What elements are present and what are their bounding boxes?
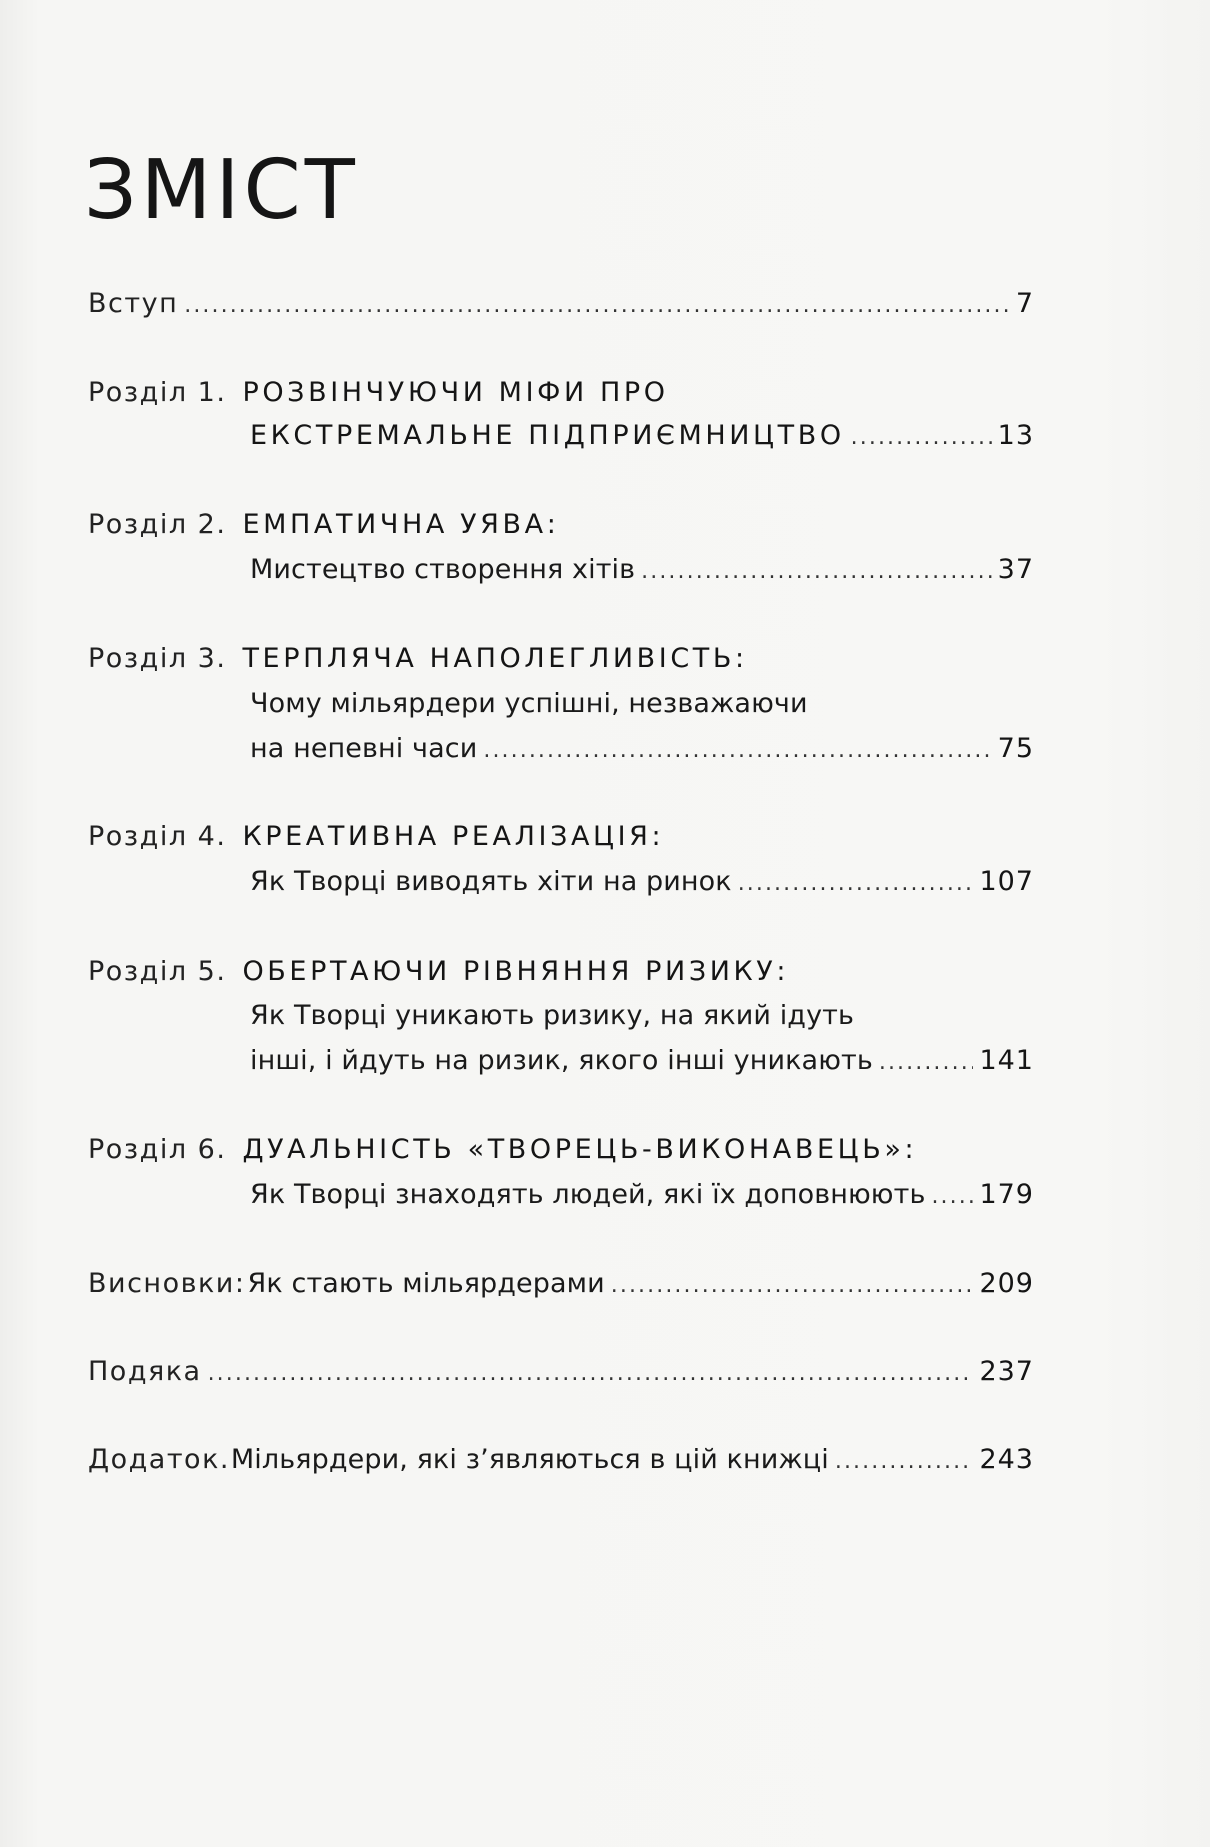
chapter-label: Розділ 5. <box>88 956 227 987</box>
page-number: 7 <box>1015 288 1034 319</box>
page-number: 237 <box>979 1356 1034 1387</box>
entry-title: Мільярдери, які з’являються в цій книжці <box>230 1444 829 1475</box>
dot-leader <box>184 286 1010 326</box>
chapter-subtitle: Як Творці знаходять людей, які їх доповнюють <box>250 1179 926 1210</box>
chapter-subtitle: Як Творці виводять хіти на ринок <box>250 866 732 897</box>
entry-label: Висновки: <box>88 1268 246 1299</box>
chapter-subtitle-cont: на непевні часи <box>250 733 478 764</box>
toc-entry-intro[interactable] <box>88 284 1034 324</box>
toc-entry-chapter-3-line-3[interactable] <box>250 729 1034 769</box>
page-number: 107 <box>979 866 1034 897</box>
dot-leader <box>835 1442 974 1482</box>
chapter-label: Розділ 4. <box>88 821 227 852</box>
toc-entry-chapter-1-line-2[interactable] <box>250 416 1034 456</box>
toc-entry-chapter-4-line-1[interactable] <box>88 817 1034 857</box>
dot-leader <box>931 1177 973 1217</box>
chapter-subtitle: Мистецтво створення хітів <box>250 554 636 585</box>
toc-entry-thanks[interactable] <box>88 1352 1034 1392</box>
toc-entry-appendix[interactable] <box>88 1440 1034 1480</box>
page-number: 179 <box>979 1179 1034 1210</box>
toc-entry-chapter-1-line-1[interactable] <box>88 373 1034 413</box>
toc-entry-chapter-5-line-3[interactable] <box>250 1041 1034 1081</box>
chapter-heading: РОЗВІНЧУЮЧИ МІФИ ПРО <box>242 377 669 408</box>
chapter-label: Розділ 3. <box>88 643 227 674</box>
page-number: 13 <box>997 420 1034 451</box>
chapter-heading: ТЕРПЛЯЧА НАПОЛЕГЛИВІСТЬ: <box>242 643 748 674</box>
chapter-subtitle: Чому мільярдери успішні, незважаючи <box>250 688 808 719</box>
chapter-heading: ОБЕРТАЮЧИ РІВНЯННЯ РИЗИКУ: <box>242 956 790 987</box>
page-title: ЗМІСТ <box>84 143 359 238</box>
toc-entry-chapter-5-line-1[interactable] <box>88 952 1034 992</box>
chapter-heading: КРЕАТИВНА РЕАЛІЗАЦІЯ: <box>242 821 665 852</box>
entry-title: Як стають мільярдерами <box>247 1268 605 1299</box>
toc-entry-chapter-2-line-1[interactable] <box>88 505 1034 545</box>
entry-label: Вступ <box>88 288 179 319</box>
page-number: 141 <box>979 1045 1034 1076</box>
toc-entry-chapter-4-line-2[interactable] <box>250 862 1034 902</box>
dot-leader <box>851 418 992 458</box>
page-number: 37 <box>997 554 1034 585</box>
toc-entry-chapter-6-line-1[interactable] <box>88 1130 1034 1170</box>
page-number: 75 <box>997 733 1034 764</box>
page-number: 209 <box>979 1268 1034 1299</box>
entry-label: Подяка <box>88 1356 202 1387</box>
toc-entry-chapter-6-line-2[interactable] <box>250 1175 1034 1215</box>
chapter-label: Розділ 2. <box>88 509 227 540</box>
chapter-label: Розділ 1. <box>88 377 227 408</box>
toc-entry-chapter-3-line-1[interactable] <box>88 639 1034 679</box>
toc-entry-chapter-2-line-2[interactable] <box>250 550 1034 590</box>
chapter-label: Розділ 6. <box>88 1134 227 1165</box>
dot-leader <box>483 731 991 771</box>
dot-leader <box>879 1043 974 1083</box>
chapter-subtitle: Як Творці уникають ризику, на який ідуть <box>250 1000 854 1031</box>
entry-label: Додаток. <box>88 1444 230 1475</box>
toc-entry-chapter-3-line-2[interactable] <box>250 684 1034 724</box>
toc-entry-chapter-5-line-2[interactable] <box>250 996 1034 1036</box>
dot-leader <box>738 864 974 904</box>
chapter-subtitle-cont: інші, і йдуть на ризик, якого інші уникають <box>250 1045 873 1076</box>
dot-leader <box>641 552 991 592</box>
chapter-heading-cont: ЕКСТРЕМАЛЬНЕ ПІДПРИЄМНИЦТВО <box>250 420 845 451</box>
dot-leader <box>611 1266 974 1306</box>
page-number: 243 <box>979 1444 1034 1475</box>
dot-leader <box>208 1354 974 1394</box>
chapter-heading: ДУАЛЬНІСТЬ «ТВОРЕЦЬ-ВИКОНАВЕЦЬ»: <box>242 1134 918 1165</box>
toc-entry-conclusions[interactable] <box>88 1264 1034 1304</box>
chapter-heading: ЕМПАТИЧНА УЯВА: <box>242 509 560 540</box>
